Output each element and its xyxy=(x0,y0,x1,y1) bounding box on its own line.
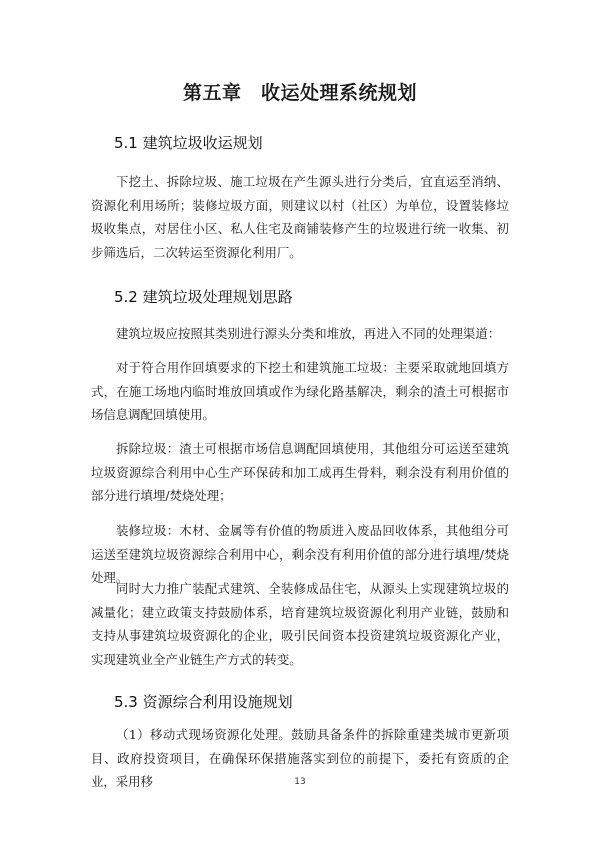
section-heading-5-3: 5.3 资源综合利用设施规划 xyxy=(114,693,293,711)
paragraph: 对于符合用作回填要求的下挖土和建筑施工垃圾：主要采取就地回填方式，在施工场地内临时堆放回填或作为绿化路基解决，剩余的渣土可根据市场信息调配回填使用。 xyxy=(91,360,509,422)
paragraph: 装修垃圾：木材、金属等有价值的物质进入废品回收体系，其他组分可运送至建筑垃圾资源综合利用中心，剩余没有利用价值的部分进行填埋/焚烧处理。 xyxy=(91,523,509,585)
paragraph: （1）移动式现场资源化处理。鼓励具备条件的拆除重建类城市更新项目、政府投资项目，在确保环保措施落实到位的前提下，委托有资质的企业，采用移 xyxy=(91,727,509,789)
chapter-title: 第五章 收运处理系统规划 xyxy=(182,82,417,104)
section-heading-5-2: 5.2 建筑垃圾处理规划思路 xyxy=(114,288,293,306)
paragraph: 同时大力推广装配式建筑、全装修成品住宅，从源头上实现建筑垃圾的减量化；建立政策支持鼓励体系，培育建筑垃圾资源化利用产业链，鼓励和支持从事建筑垃圾资源化的企业，吸引民间资本投资建筑垃圾资源化产业，实现建筑业全产业链生产方式的转变。 xyxy=(91,581,509,667)
paragraph: 下挖土、拆除垃圾、施工垃圾在产生源头进行分类后，宜直运至消纳、资源化利用场所；装修垃圾方面，则建议以村（社区）为单位，设置装修垃圾收集点，对居住小区、私人住宅及商铺装修产生的垃圾进行统一收集、初步筛选后，二次转运至资源化利用厂。 xyxy=(91,174,509,260)
section-heading-5-1: 5.1 建筑垃圾收运规划 xyxy=(114,134,263,152)
page-number: 13 xyxy=(294,777,306,787)
paragraph: 建筑垃圾应按照其类别进行源头分类和堆放，再进入不同的处理渠道： xyxy=(116,326,501,341)
paragraph: 拆除垃圾：渣土可根据市场信息调配回填使用，其他组分可运送至建筑垃圾资源综合利用中心生产环保砖和加工成再生骨料，剩余没有利用价值的部分进行填埋/焚烧处理； xyxy=(91,441,509,503)
